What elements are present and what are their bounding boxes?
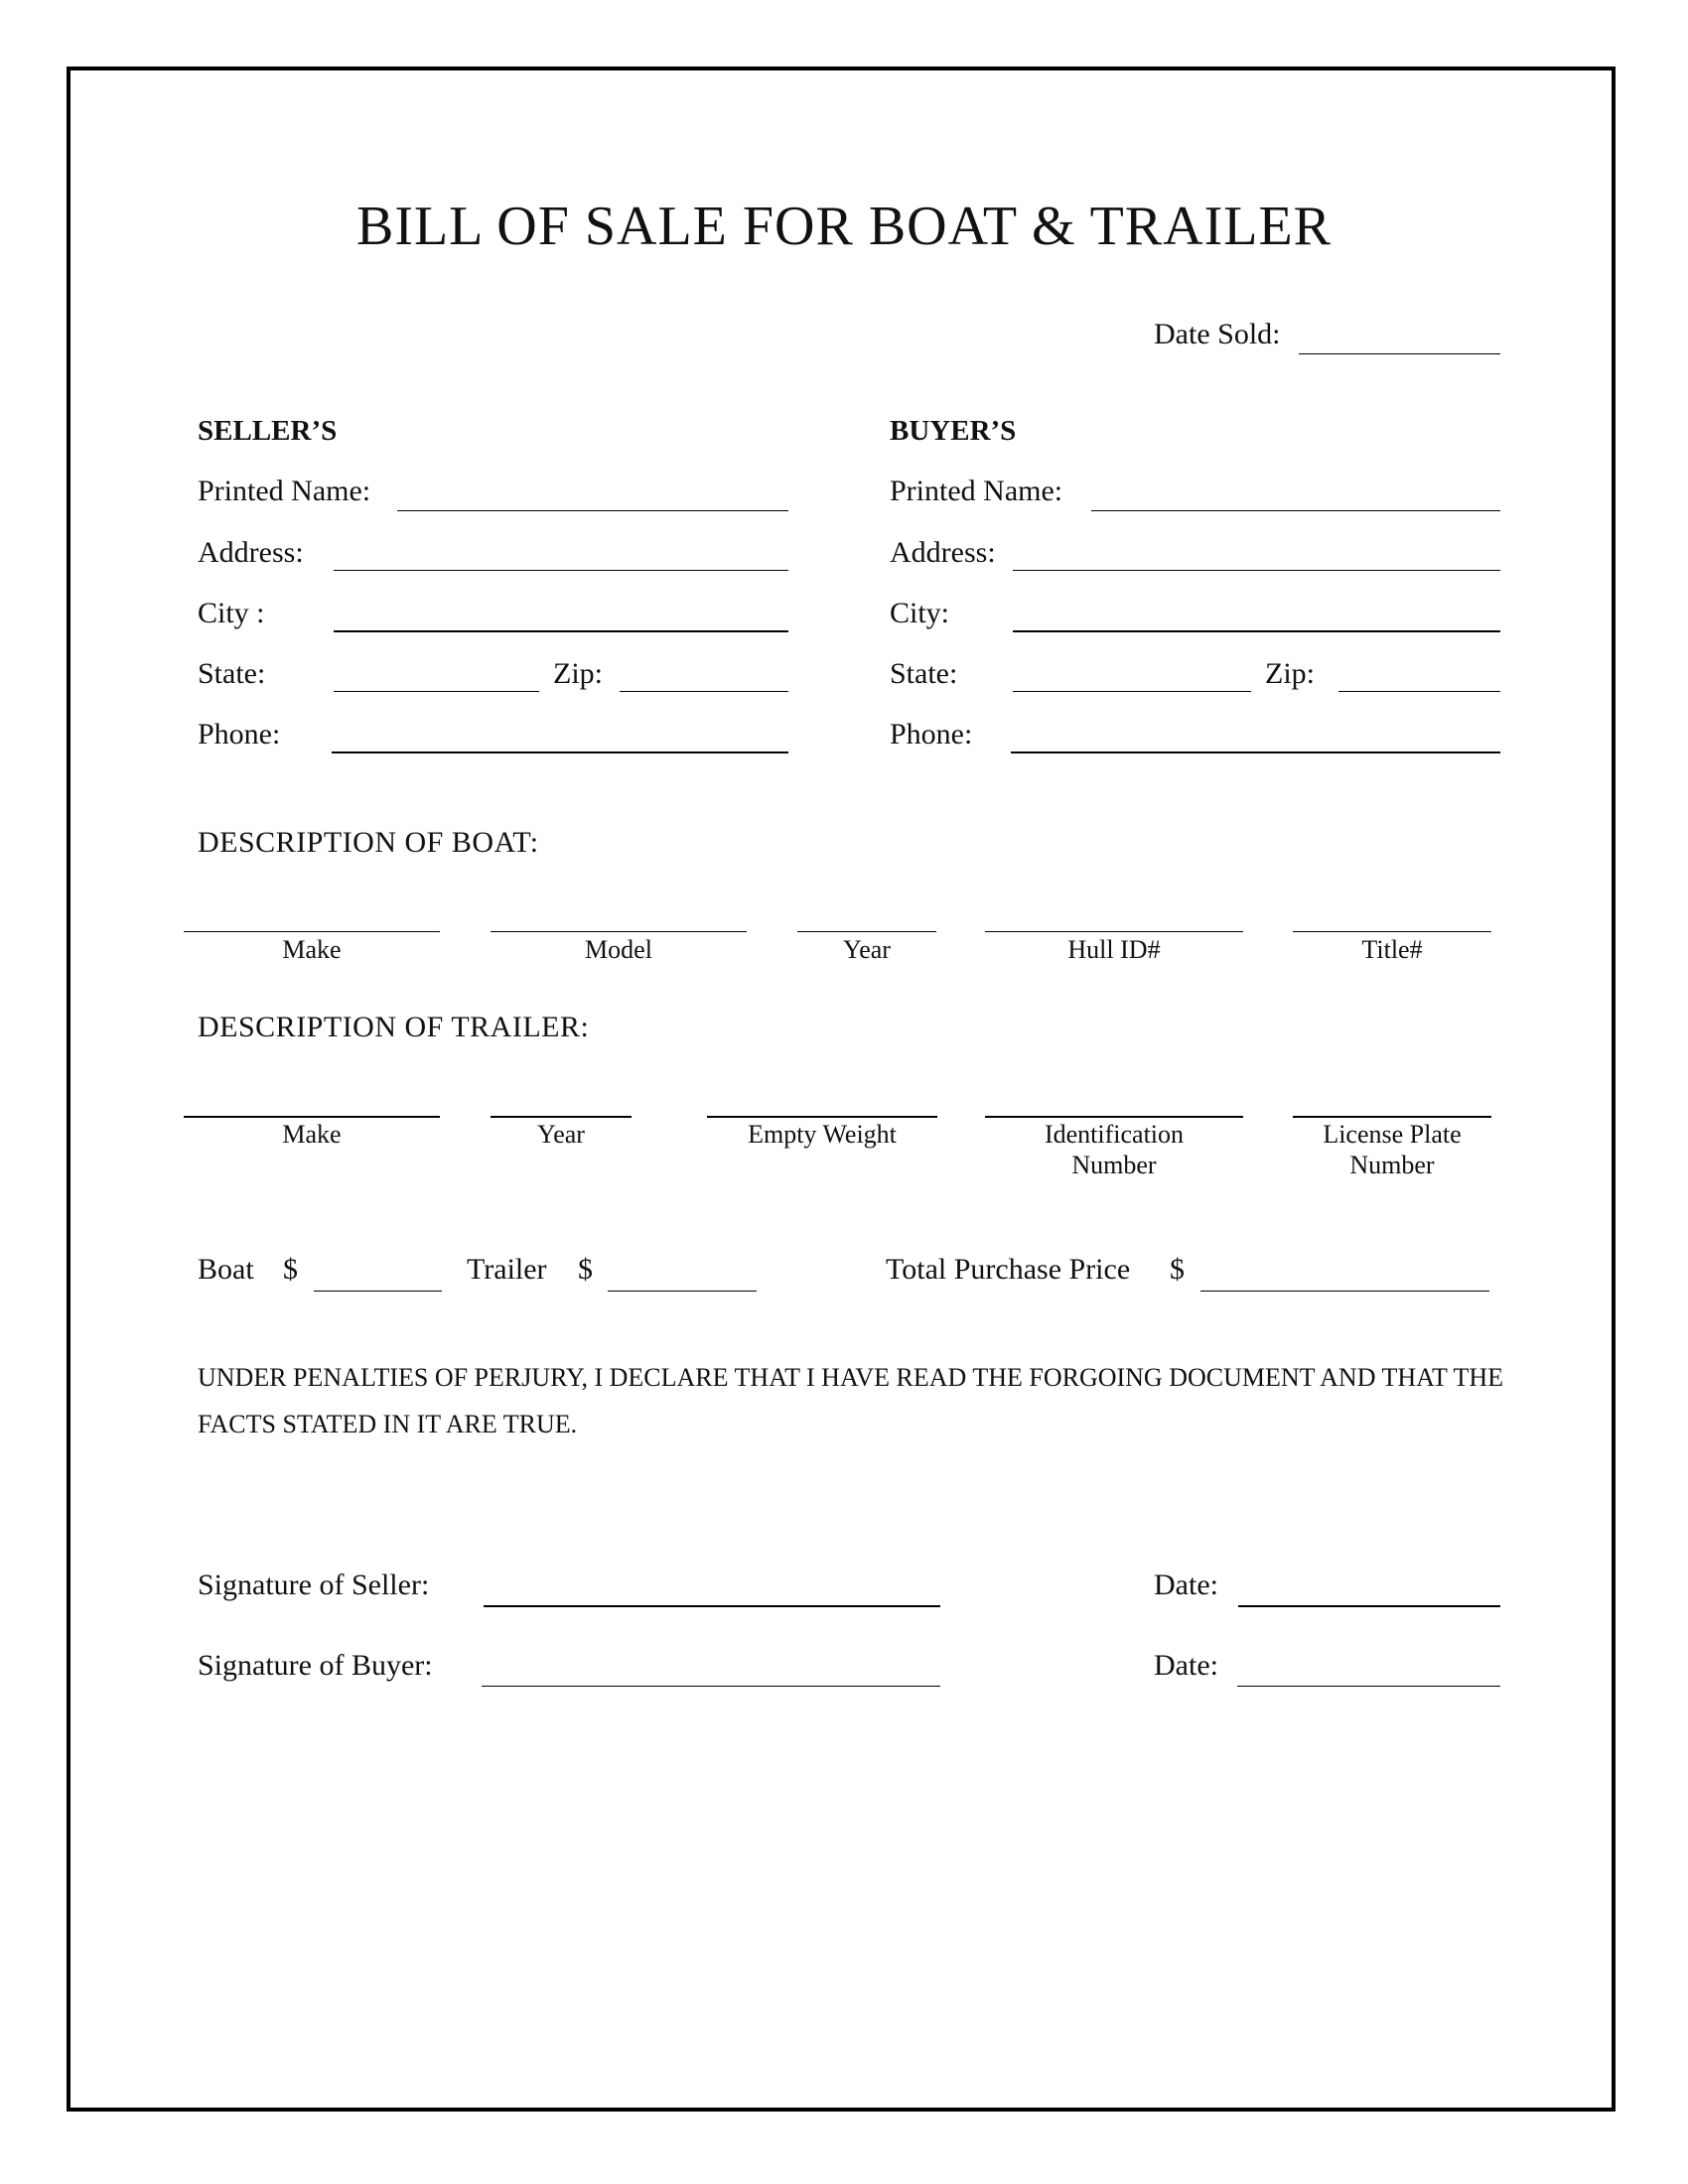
boat-section-heading: DESCRIPTION OF BOAT: bbox=[198, 826, 539, 859]
buyer-phone-label: Phone: bbox=[890, 718, 973, 751]
boat-price-currency: $ bbox=[283, 1253, 298, 1286]
trailer-license-plate-caption: License Plate Number bbox=[1323, 1120, 1462, 1179]
trailer-price-currency: $ bbox=[578, 1253, 593, 1286]
buyer-state-field[interactable] bbox=[1013, 691, 1251, 692]
seller-address-label: Address: bbox=[198, 536, 304, 569]
buyer-address-label: Address: bbox=[890, 536, 996, 569]
boat-hull-id-caption: Hull ID# bbox=[1067, 935, 1161, 964]
seller-city-field[interactable] bbox=[334, 630, 788, 632]
seller-heading: SELLER’S bbox=[198, 415, 338, 447]
buyer-signature-field[interactable] bbox=[482, 1686, 940, 1687]
trailer-section-heading: DESCRIPTION OF TRAILER: bbox=[198, 1011, 590, 1043]
seller-state-field[interactable] bbox=[334, 691, 539, 692]
perjury-declaration: UNDER PENALTIES OF PERJURY, I DECLARE THAT I HAVE READ THE FORGOING DOCUMENT AND THAT THE FACTS STATED IN IT ARE TRUE. bbox=[198, 1363, 1504, 1438]
seller-address-field[interactable] bbox=[334, 570, 788, 571]
seller-city-label: City : bbox=[198, 597, 265, 629]
seller-date-field[interactable] bbox=[1238, 1605, 1500, 1607]
trailer-identification-number-caption: Identification Number bbox=[1044, 1120, 1185, 1179]
boat-price-field[interactable] bbox=[314, 1291, 442, 1292]
boat-title-caption: Title# bbox=[1361, 935, 1423, 964]
trailer-license-plate-field[interactable] bbox=[1293, 1116, 1491, 1118]
buyer-signature-label: Signature of Buyer: bbox=[198, 1649, 433, 1682]
boat-year-field[interactable] bbox=[797, 931, 936, 932]
buyer-printed-name-label: Printed Name: bbox=[890, 475, 1063, 507]
seller-phone-label: Phone: bbox=[198, 718, 281, 751]
boat-model-field[interactable] bbox=[491, 931, 747, 932]
date-sold-field[interactable] bbox=[1299, 353, 1500, 354]
trailer-identification-number-field[interactable] bbox=[985, 1116, 1243, 1118]
seller-signature-label: Signature of Seller: bbox=[198, 1569, 430, 1601]
buyer-date-label: Date: bbox=[1154, 1649, 1218, 1682]
page-border bbox=[67, 67, 1616, 2112]
trailer-price-field[interactable] bbox=[608, 1291, 757, 1292]
trailer-year-caption: Year bbox=[537, 1120, 585, 1149]
boat-make-field[interactable] bbox=[184, 931, 440, 932]
seller-printed-name-label: Printed Name: bbox=[198, 475, 371, 507]
boat-price-label: Boat bbox=[198, 1253, 254, 1286]
seller-date-label: Date: bbox=[1154, 1569, 1218, 1601]
seller-phone-field[interactable] bbox=[332, 751, 788, 753]
buyer-state-label: State: bbox=[890, 657, 958, 690]
boat-title-field[interactable] bbox=[1293, 931, 1491, 932]
trailer-empty-weight-caption: Empty Weight bbox=[748, 1120, 897, 1149]
trailer-make-caption: Make bbox=[282, 1120, 342, 1149]
buyer-zip-field[interactable] bbox=[1338, 691, 1500, 692]
total-price-currency: $ bbox=[1170, 1253, 1185, 1286]
total-price-label: Total Purchase Price bbox=[886, 1253, 1131, 1286]
total-price-field[interactable] bbox=[1200, 1291, 1489, 1292]
trailer-make-field[interactable] bbox=[184, 1116, 440, 1118]
buyer-city-field[interactable] bbox=[1013, 630, 1500, 632]
trailer-empty-weight-field[interactable] bbox=[707, 1116, 937, 1118]
boat-model-caption: Model bbox=[585, 935, 652, 964]
seller-printed-name-field[interactable] bbox=[397, 510, 788, 511]
buyer-city-label: City: bbox=[890, 597, 950, 629]
buyer-heading: BUYER’S bbox=[890, 415, 1017, 447]
trailer-price-label: Trailer bbox=[467, 1253, 547, 1286]
buyer-phone-field[interactable] bbox=[1011, 751, 1500, 753]
seller-state-label: State: bbox=[198, 657, 266, 690]
seller-zip-label: Zip: bbox=[553, 657, 603, 690]
buyer-date-field[interactable] bbox=[1237, 1686, 1500, 1687]
document-title: BILL OF SALE FOR BOAT & TRAILER bbox=[355, 196, 1333, 257]
boat-make-caption: Make bbox=[282, 935, 342, 964]
seller-signature-field[interactable] bbox=[484, 1605, 940, 1607]
date-sold-label: Date Sold: bbox=[1154, 318, 1281, 350]
boat-year-caption: Year bbox=[843, 935, 891, 964]
buyer-address-field[interactable] bbox=[1013, 570, 1500, 571]
buyer-printed-name-field[interactable] bbox=[1091, 510, 1500, 511]
boat-hull-id-field[interactable] bbox=[985, 931, 1243, 932]
trailer-year-field[interactable] bbox=[491, 1116, 632, 1118]
buyer-zip-label: Zip: bbox=[1265, 657, 1315, 690]
seller-zip-field[interactable] bbox=[620, 691, 788, 692]
